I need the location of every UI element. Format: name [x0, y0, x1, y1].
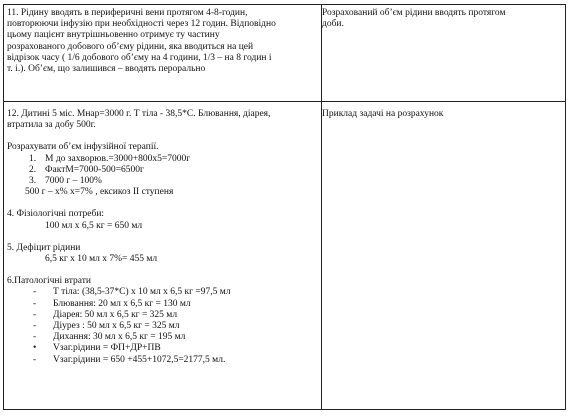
section-title: 5. Дефіцит рідини	[7, 242, 81, 253]
numbered-item: 2. ФактМ=7000-500=6500г	[29, 164, 144, 175]
loss-item: - Дихання: 30 мл х 6,5 кг = 195 мл	[33, 332, 186, 343]
section-title: 6.Патологічні втрати	[7, 276, 91, 287]
row-divider	[4, 101, 565, 102]
task-intro: 12. Дитині 5 міс. Мнар=3000 г. Т тіла - 38,5*С. Блювання, діарея,	[7, 109, 271, 119]
loss-item: - Т тіла: (38,5-37*С) х 10 мл х 6,5 кг =97,5 мл	[33, 287, 231, 298]
row1-left-line: цьому пацієнт внутрішньовенно отримує ту частину	[7, 30, 220, 41]
section-value: 100 мл х 6,5 кг = 650 мл	[45, 220, 143, 231]
numbered-item: 3. 7000 г – 100%	[29, 176, 102, 187]
loss-item: - Діарея: 50 мл х 6,5 кг = 325 мл	[33, 309, 178, 320]
row1-left-line: відрізок часу ( 1/6 добового об’єму на 4 години, 1/3 – на 8 годин і	[7, 52, 272, 63]
row1-right-line: доби.	[322, 19, 344, 30]
row1-right-cell	[322, 8, 558, 30]
row2-left-cell	[7, 109, 311, 366]
row1-left-line: повторюючи інфузію при необхідності через 12 годин. Відповідно	[7, 19, 276, 30]
proportion-line: 500 г – х% х=7% , ексикоз ІІ ступеня	[25, 187, 174, 198]
numbered-item: 1. М до захворюв.=3000+800х5=7000г	[29, 153, 191, 164]
loss-item: - Vзаг.рідини = 650 +455+1072,5=2177,5 мл.	[33, 354, 226, 365]
row1-left-line: 11. Рідину вводять в периферичні вени протягом 4-8-годин,	[7, 8, 248, 18]
loss-item: - Діурез : 50 мл х 6,5 кг = 325 мл	[33, 321, 180, 332]
loss-item: • Vзаг.рідини = ФП+ДР+ПВ	[33, 343, 161, 354]
row1-left-line: т. і.). Об’єм, що залишився – вводять перорально	[7, 64, 206, 75]
example-note: Приклад задачі на розрахунок	[322, 109, 444, 119]
row1-right-line: Розрахований об’єм рідини вводять протягом	[322, 8, 506, 18]
loss-item: - Блювання: 20 мл х 6,5 кг = 130 мл	[33, 298, 191, 309]
column-divider	[321, 5, 322, 409]
task-intro: втратила за добу 500г.	[7, 120, 96, 131]
section-value: 6,5 кг х 10 мл х 7%= 455 мл	[45, 254, 158, 265]
section-title: 4. Фізіологічні потреби:	[7, 209, 105, 220]
calc-title: Розрахувати об’єм інфузійної терапії.	[7, 142, 159, 153]
row1-left-cell	[7, 8, 311, 75]
row2-right-cell	[322, 109, 558, 120]
row1-left-line: розрахованого добового об’єму рідини, яка вводиться на цей	[7, 41, 254, 52]
